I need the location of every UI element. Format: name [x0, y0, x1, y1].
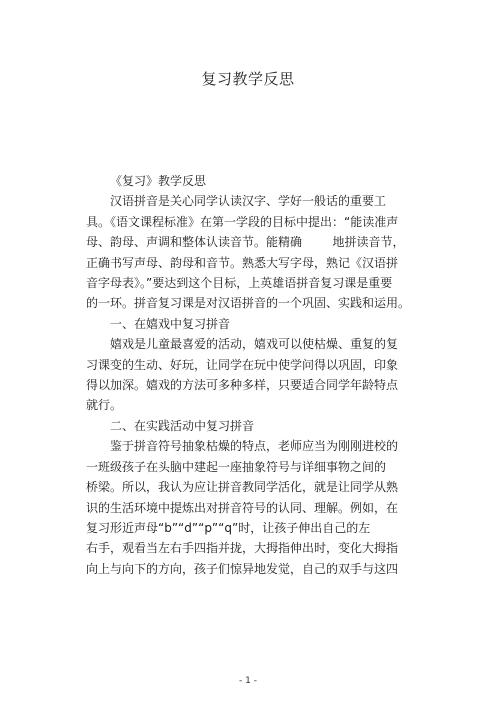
paragraph-line: 就行。 [86, 398, 123, 413]
section-1-heading: 一、在嬉戏中复习拼音 [110, 316, 231, 331]
paragraph-line: 正确书写声母、韵母和音节。熟悉大写字母，熟记《汉语拼 [86, 255, 399, 270]
paragraph-1 [86, 191, 428, 313]
paragraph-2 [86, 334, 428, 416]
paragraph-line: 汉语拼音是关心同学认读汉字、学好一般话的重要工 [110, 194, 387, 209]
paragraph-line: 识的生活环境中提炼出对拼音符号的认同、理解。例如，在 [86, 500, 399, 515]
paragraph-line: 一班级孩子在头脑中建起一座抽象符号与详细事物之间的 [86, 459, 387, 474]
paragraph-line: 音字母表》。”要达到这个目标，上英雄语拼音复习课是重要 [86, 276, 393, 291]
paragraph-line: 鉴于拼音符号抽象枯燥的特点，老师应当为刚刚进校的 [110, 439, 399, 454]
document-title: 复习教学反思 [201, 70, 295, 88]
page-number: - 1 - [239, 676, 257, 686]
paragraph-line: 复习形近声母“b”“d”“p”“q”时，让孩子伸出自己的左 [86, 520, 371, 535]
paragraph-line: 右手，观看当左右手四指并拢，大拇指伸出时，变化大拇指 [86, 541, 399, 556]
paragraph-3 [86, 436, 428, 579]
section-2-heading: 二、在实践活动中复习拼音 [110, 418, 255, 433]
paragraph-line: 得以加深。嬉戏的方法可多种多样，只要适合同学年龄特点 [86, 378, 399, 393]
paragraph-line: 的一环。拼音复习课是对汉语拼音的一个巩固、实践和运用。 [86, 296, 411, 311]
section-heading: 《复习》教学反思 [110, 174, 207, 188]
paragraph-line: 桥梁。所以，我认为应让拼音教同学活化，就是让同学从熟 [86, 480, 399, 495]
paragraph-line: 向上与向下的方向，孩子们惊异地发觉，自己的双手与这四 [86, 561, 399, 576]
paragraph-line: 嬉戏是儿童最喜爱的活动，嬉戏可以使枯燥、重复的复 [110, 337, 399, 352]
document-body [86, 171, 428, 579]
paragraph-line: 具。《语文课程标准》在第一学段的目标中提出：“能读准声 [86, 214, 399, 229]
paragraph-line: 母、韵母、声调和整体认读音节。能精确 地拼读音节， [86, 235, 405, 250]
paragraph-line: 习课变的生动、好玩，让同学在玩中使学问得以巩固，印象 [86, 357, 399, 372]
